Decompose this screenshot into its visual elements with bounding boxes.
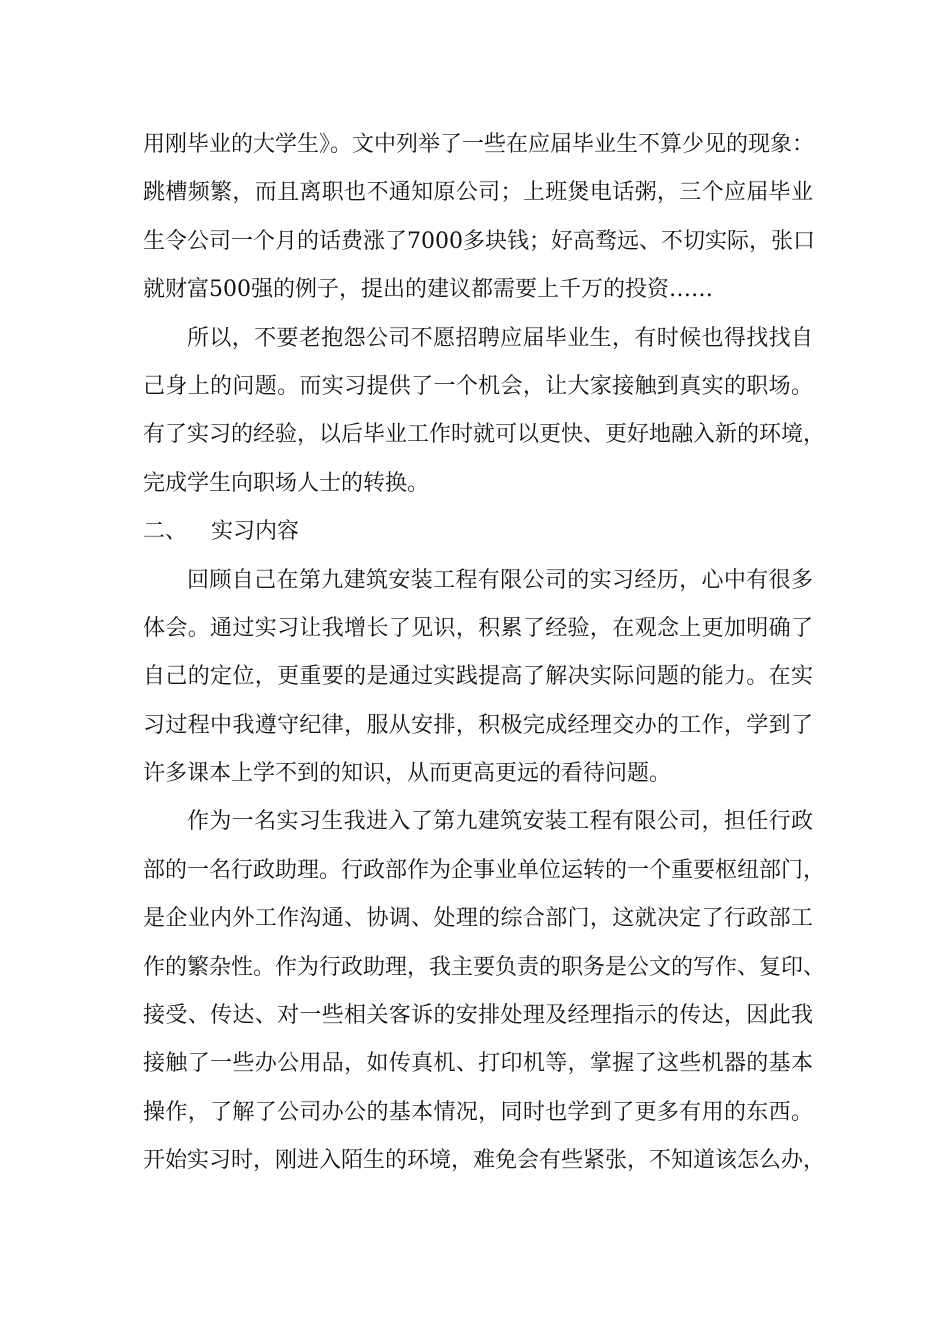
text-line: 接受、传达、对一些相关客诉的安排处理及经理指示的传达，因此我: [143, 1003, 813, 1029]
text-line: 完成学生向职场人士的转换。: [143, 470, 430, 496]
text-line: 有了实习的经验，以后毕业工作时就可以更快、更好地融入新的环境，: [143, 422, 826, 448]
text-line: 部的一名行政助理。行政部作为企事业单位运转的一个重要枢纽部门，: [143, 857, 826, 883]
paragraph: [143, 121, 813, 315]
text-line: 体会。通过实习让我增长了见识，积累了经验，在观念上更加明确了: [143, 615, 813, 641]
text-line: 就财富500强的例子，提出的建议都需要上千万的投资……: [143, 277, 713, 303]
text-line: 操作，了解了公司办公的基本情况，同时也学到了更多有用的东西。: [143, 1099, 813, 1125]
section-heading: [143, 508, 813, 556]
document-body: [143, 121, 826, 1186]
text-line: 接触了一些办公用品，如传真机、打印机等，掌握了这些机器的基本: [143, 1051, 813, 1077]
section-number: 二、: [143, 519, 188, 545]
text-line: 跳槽频繁，而且离职也不通知原公司；上班煲电话粥，三个应届毕业: [143, 180, 813, 206]
text-line: 己身上的问题。而实习提供了一个机会，让大家接触到真实的职场。: [143, 373, 813, 399]
text-line: 生令公司一个月的话费涨了7000多块钱；好高骛远、不切实际，张口: [143, 228, 815, 254]
text-line: 开始实习时，刚进入陌生的环境，难免会有些紧张，不知道该怎么办，: [143, 1148, 826, 1174]
paragraph: [143, 557, 813, 799]
text-line: 作的繁杂性。作为行政助理，我主要负责的职务是公文的写作、复印、: [143, 954, 826, 980]
text-line: 所以，不要老抱怨公司不愿招聘应届毕业生，有时候也得找找自: [187, 325, 813, 351]
paragraph: [143, 798, 826, 1185]
text-line: 回顾自己在第九建筑安装工程有限公司的实习经历，心中有很多: [187, 567, 813, 593]
text-line: 自己的定位，更重要的是通过实践提高了解决实际问题的能力。在实: [143, 664, 813, 690]
text-line: 是企业内外工作沟通、协调、处理的综合部门，这就决定了行政部工: [143, 906, 813, 932]
text-line: 许多课本上学不到的知识，从而更高更远的看待问题。: [143, 761, 672, 787]
text-line: 作为一名实习生我进入了第九建筑安装工程有限公司，担任行政: [187, 809, 813, 835]
text-line: 用刚毕业的大学生》。文中列举了一些在应届毕业生不算少见的现象：: [143, 132, 815, 157]
section-title: 实习内容: [211, 519, 300, 545]
paragraph: [143, 315, 826, 509]
text-line: 习过程中我遵守纪律，服从安排，积极完成经理交办的工作，学到了: [143, 712, 813, 738]
